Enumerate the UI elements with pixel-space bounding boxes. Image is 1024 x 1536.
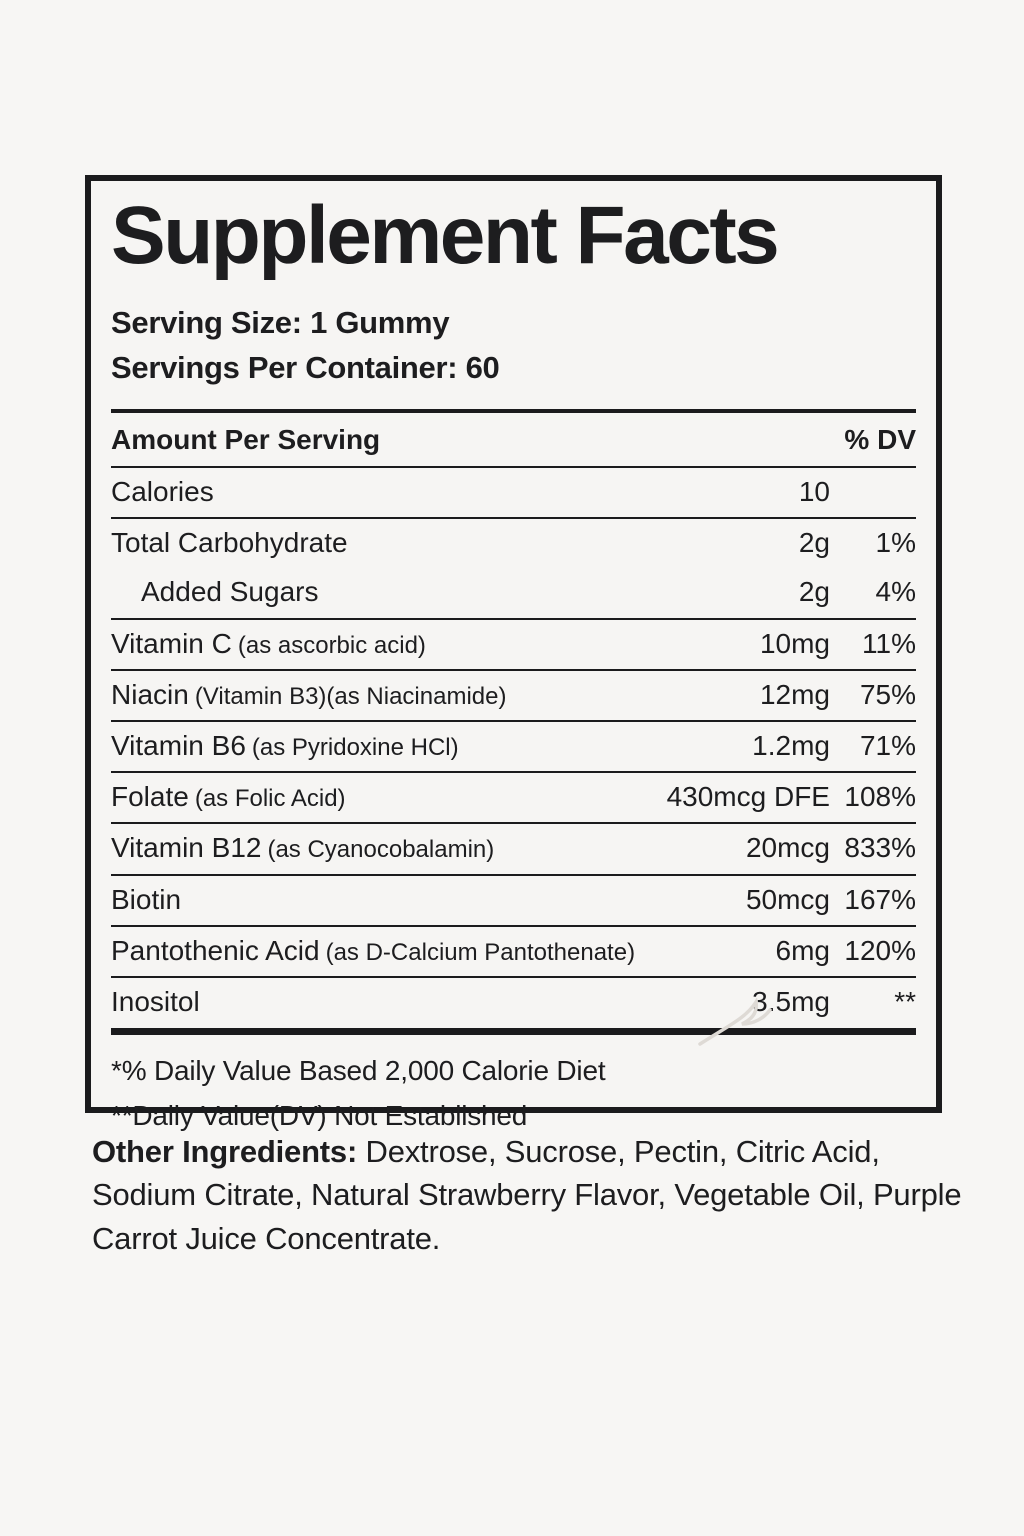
nutrient-name: Added Sugars [141, 576, 319, 608]
nutrient-dv: ** [894, 985, 916, 1017]
nutrient-row-biotin [111, 876, 916, 927]
nutrient-amount: 10mg [759, 627, 830, 659]
nutrient-name: Niacin (Vitamin B3)(as Niacinamide) [111, 678, 507, 710]
nutrient-row-niacin [111, 671, 916, 722]
nutrient-amount: 50mcg [745, 883, 830, 915]
nutrient-dv: 167% [844, 883, 916, 915]
column-header-percent-dv: % DV [844, 423, 916, 455]
nutrient-amount: 1.2mg [752, 730, 830, 761]
nutrient-name: Folate (as Folic Acid) [111, 781, 346, 813]
nutrient-amount: 6mg [775, 934, 830, 966]
nutrient-amount: 20mcg [745, 832, 830, 864]
footnotes [111, 1035, 916, 1139]
nutrient-dv: 11% [862, 627, 916, 659]
nutrient-dv: 4% [875, 576, 916, 608]
nutrient-amount: 2g [798, 527, 830, 559]
nutrient-name: Vitamin B12 (as Cyanocobalamin) [111, 832, 495, 864]
divider-above-footnotes [111, 1028, 916, 1035]
nutrient-name: Inositol [111, 985, 200, 1017]
nutrient-name: Total Carbohydrate [111, 527, 348, 559]
nutrient-amount: 10 [798, 476, 830, 508]
nutrient-name: Calories [111, 476, 214, 508]
panel-title: Supplement Facts [111, 190, 778, 281]
column-header-amount-per-serving: Amount Per Serving [111, 423, 381, 455]
supplement-facts-panel [85, 175, 942, 1132]
nutrient-row-vitamin-b12 [111, 824, 916, 875]
table-header-row [111, 413, 916, 468]
nutrient-dv: 75% [859, 678, 916, 710]
nutrient-dv: 120% [844, 934, 916, 966]
nutrient-dv: 71% [859, 730, 916, 761]
nutrient-row-calories [111, 468, 916, 519]
nutrient-dv: 1% [875, 527, 916, 559]
nutrient-row-vitamin-c [111, 620, 916, 671]
nutrient-row-total-carbohydrate [111, 519, 916, 568]
serving-size-line: Serving Size: 1 Gummy [111, 305, 450, 340]
nutrient-amount: 2g [798, 576, 830, 608]
nutrient-amount: 430mcg DFE [666, 781, 830, 813]
nutrient-row-folate [111, 773, 916, 824]
footnote-dv-not-established: **Daily Value(DV) Not Established [111, 1100, 528, 1132]
nutrient-row-vitamin-b6 [111, 722, 916, 773]
nutrient-row-added-sugars [111, 568, 916, 619]
footnote-daily-value: *% Daily Value Based 2,000 Calorie Diet [111, 1055, 606, 1087]
nutrient-name: Vitamin C (as ascorbic acid) [111, 627, 426, 659]
nutrient-dv: 108% [844, 781, 916, 813]
nutrient-amount: 3.5mg [752, 985, 830, 1017]
other-ingredients-label: Other Ingredients: [92, 1134, 358, 1169]
other-ingredients-text: Dextrose, Sucrose, Pectin, Citric Acid, Sodium Citrate, Natural Strawberry Flavor, Vegetable Oil, Purple Carrot Juice Concentrate. [92, 1134, 962, 1256]
nutrient-row-inositol [111, 978, 916, 1027]
nutrient-name: Vitamin B6 (as Pyridoxine HCl) [111, 730, 459, 761]
servings-per-container-line: Servings Per Container: 60 [111, 349, 500, 385]
nutrient-name: Biotin [111, 883, 182, 915]
other-ingredients-paragraph [92, 1130, 976, 1260]
nutrient-dv: 833% [844, 832, 916, 864]
nutrient-row-pantothenic-acid [111, 927, 916, 978]
nutrient-amount: 12mg [759, 678, 830, 710]
nutrient-name: Pantothenic Acid (as D-Calcium Pantothenate) [111, 934, 636, 966]
